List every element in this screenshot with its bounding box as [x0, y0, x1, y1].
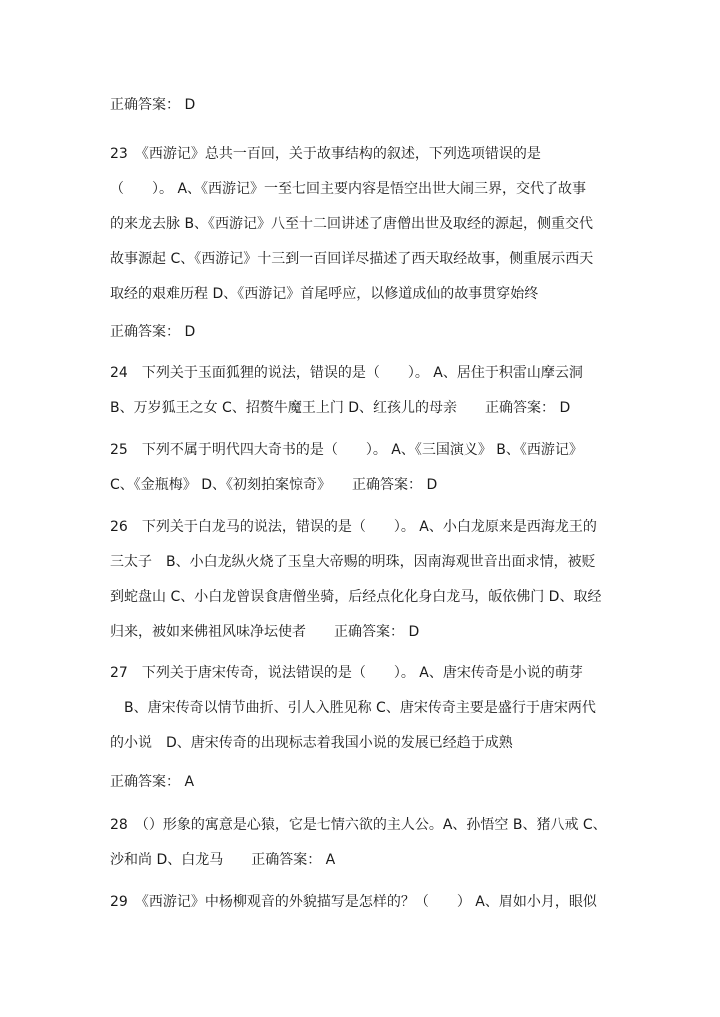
- answer-line-22: 正确答案： D: [110, 97, 196, 113]
- question-26-line-3: 到蛇盘山 C、小白龙曾误食唐僧坐骑，后经点化化身白龙马，皈依佛门 D、取经: [110, 589, 602, 605]
- question-28-line-2: 沙和尚 D、白龙马 正确答案： A: [110, 852, 336, 868]
- question-26-line-4: 归来，被如来佛祖风味净坛使者 正确答案： D: [110, 624, 420, 640]
- question-23-line-3: 的来龙去脉 B、《西游记》八至十二回讲述了唐僧出世及取经的源起，侧重交代: [110, 216, 594, 232]
- question-23-line-5: 取经的艰难历程 D、《西游记》首尾呼应，以修道成仙的故事贯穿始终: [110, 286, 539, 302]
- question-26-line-2: 三太子 B、小白龙纵火烧了玉皇大帝赐的明珠，因南海观世音出面求情，被贬: [110, 554, 596, 570]
- question-23-line-1: 23 《西游记》总共一百回，关于故事结构的叙述，下列选项错误的是: [110, 146, 541, 162]
- question-23-line-4: 故事源起 C、《西游记》十三到一百回详尽描述了西天取经故事，侧重展示西天: [110, 251, 594, 267]
- question-27-line-2: B、唐宋传奇以情节曲折、引人入胜见称 C、唐宋传奇主要是盛行于唐宋两代: [110, 700, 596, 716]
- question-23-line-2: （ ）。 A、《西游记》一至七回主要内容是悟空出世大闹三界，交代了故事: [110, 181, 587, 197]
- question-24-line-2: B、万岁狐王之女 C、招赘牛魔王上门 D、红孩儿的母亲 正确答案： D: [110, 400, 571, 416]
- answer-line-23: 正确答案： D: [110, 324, 196, 340]
- question-25-line-1: 25 下列不属于明代四大奇书的是（ ）。 A、《三国演义》 B、《西游记》: [110, 442, 583, 458]
- question-29-line-1: 29 《西游记》中杨柳观音的外貌描写是怎样的？（ ） A、眉如小月，眼似: [110, 894, 597, 910]
- question-24-line-1: 24 下列关于玉面狐狸的说法，错误的是（ ）。 A、居住于积雷山摩云洞: [110, 365, 583, 381]
- question-27-line-1: 27 下列关于唐宋传奇，说法错误的是（ ）。 A、唐宋传奇是小说的萌芽: [110, 665, 583, 681]
- question-25-line-2: C、《金瓶梅》 D、《初刻拍案惊奇》 正确答案： D: [110, 477, 438, 493]
- answer-line-27: 正确答案： A: [110, 774, 195, 790]
- question-26-line-1: 26 下列关于白龙马的说法，错误的是（ ）。 A、小白龙原来是西海龙王的: [110, 519, 597, 535]
- question-27-line-3: 的小说 D、唐宋传奇的出现标志着我国小说的发展已经趋于成熟: [110, 735, 513, 751]
- question-28-line-1: 28 （）形象的寓意是心猿，它是七情六欲的主人公。A、孙悟空 B、猪八戒 C、: [110, 817, 607, 833]
